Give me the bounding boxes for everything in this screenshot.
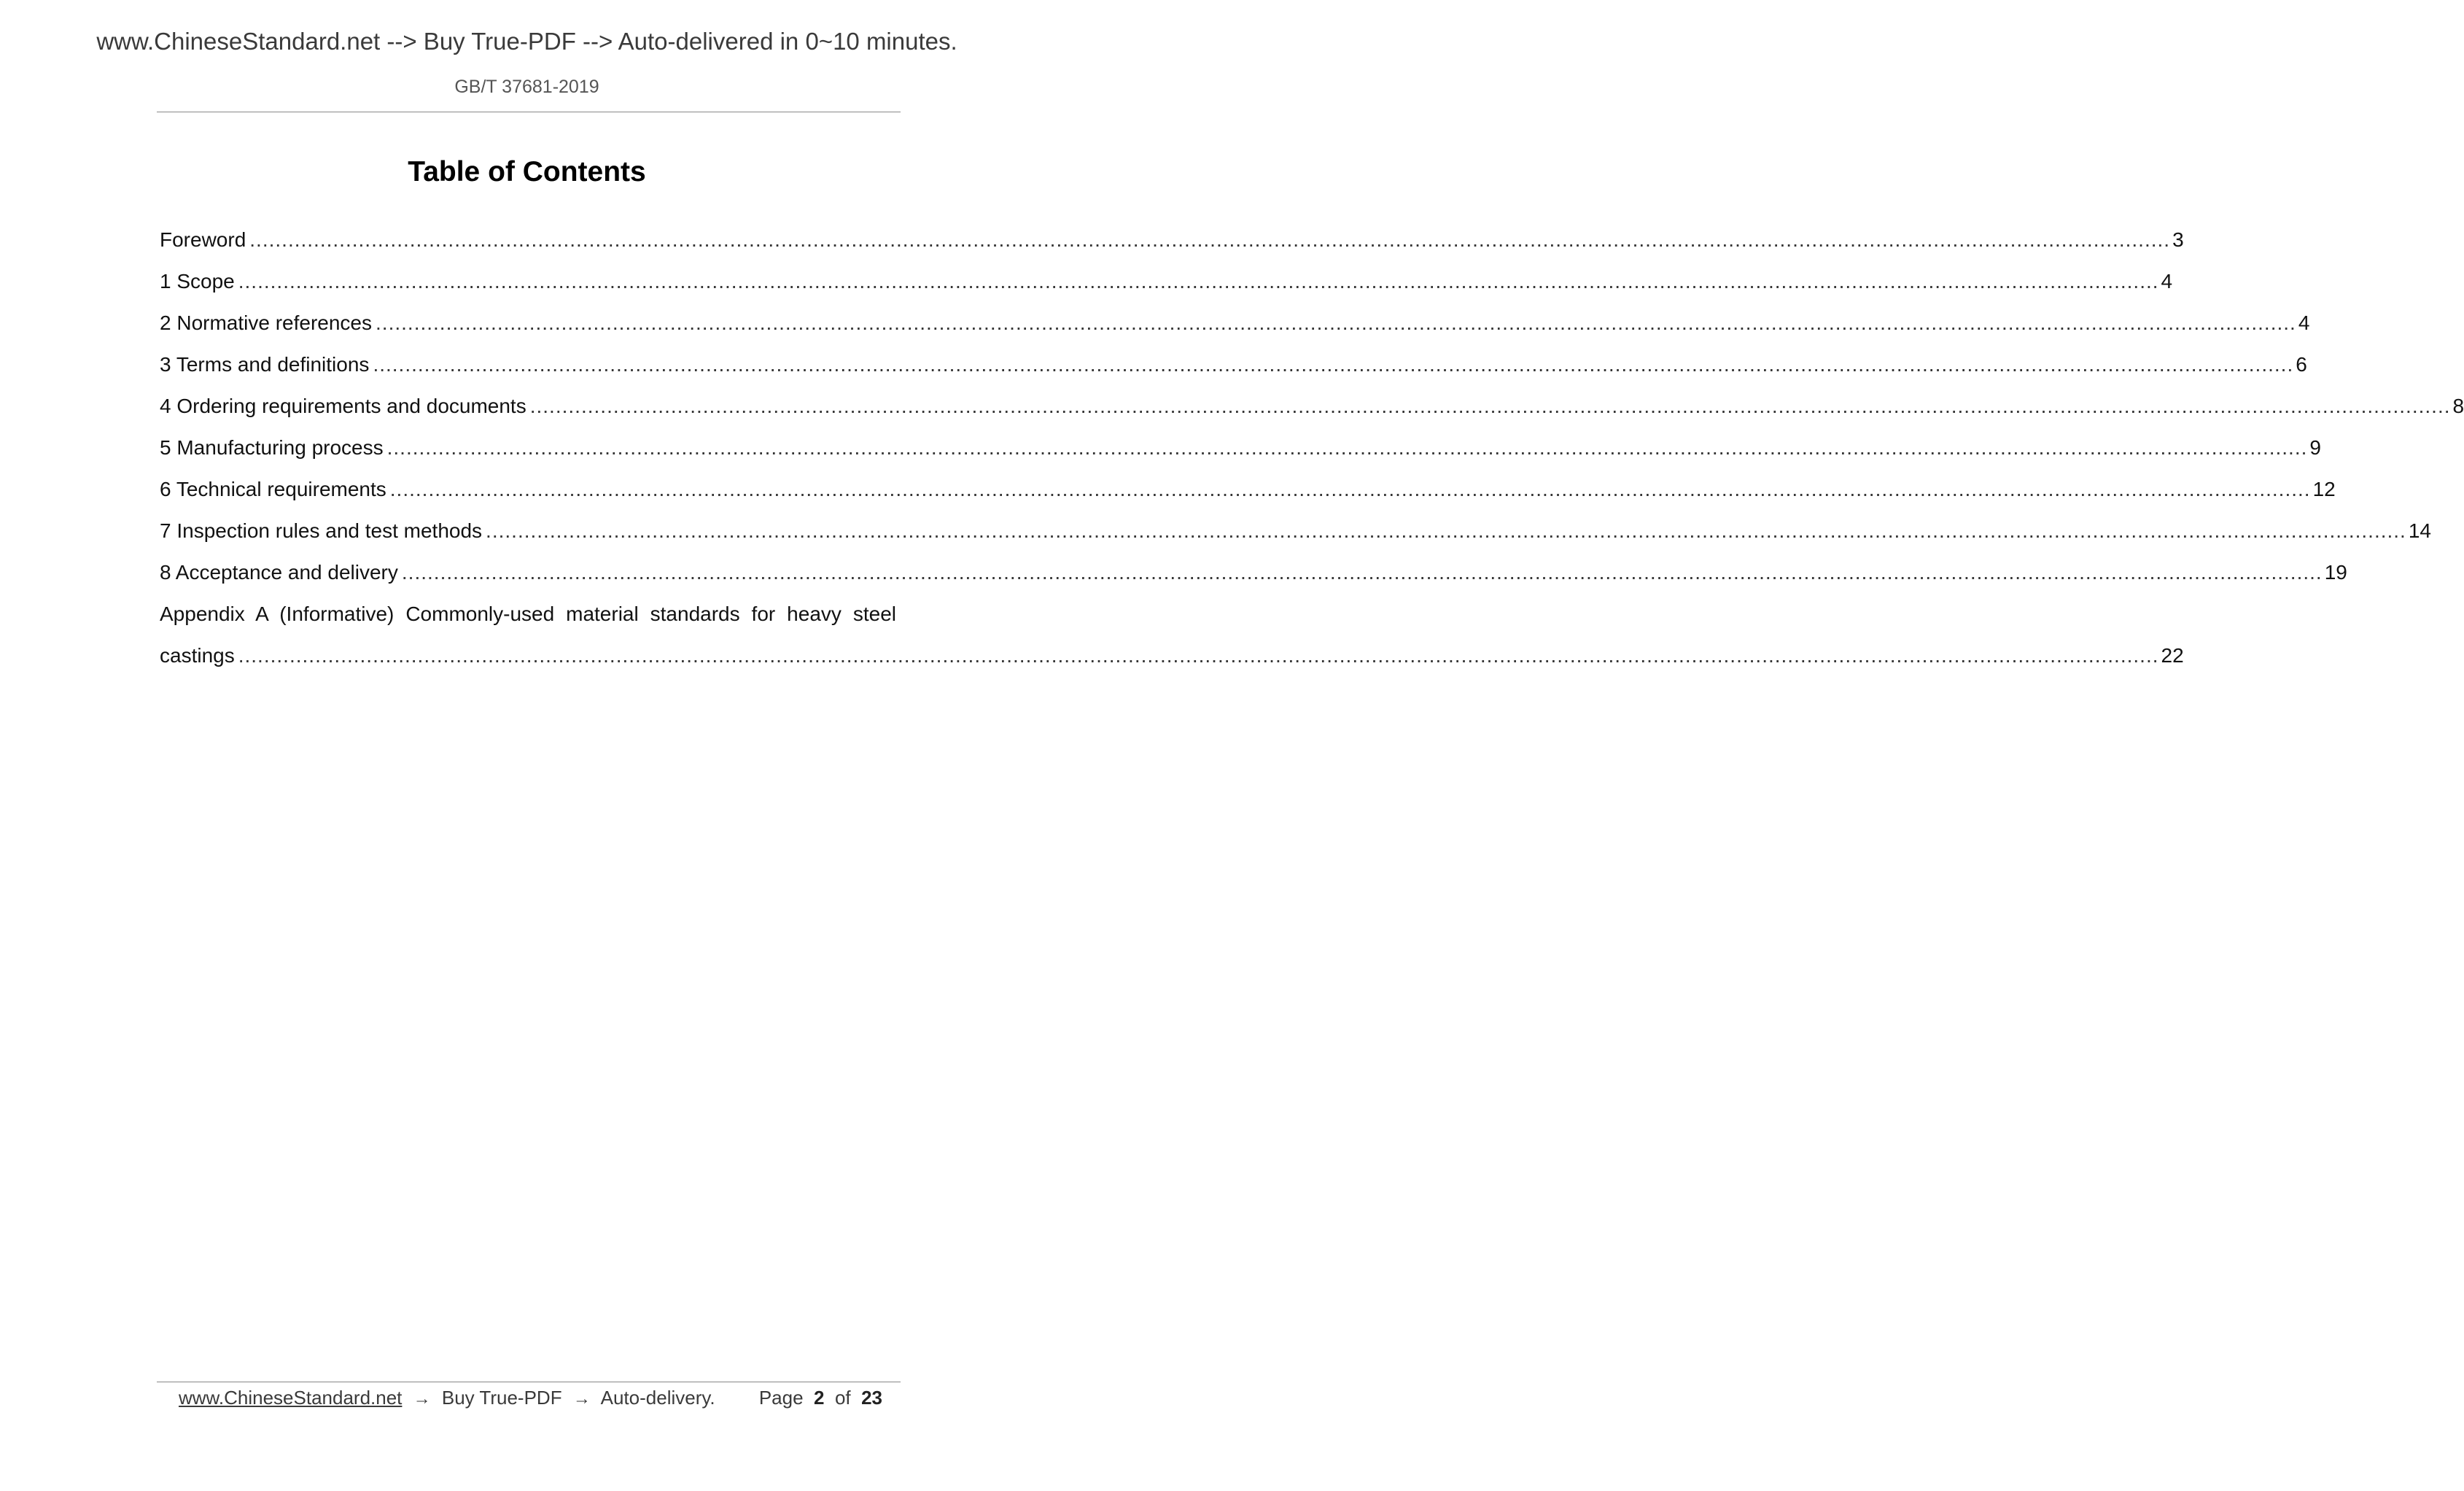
page-footer: [179, 1383, 893, 1412]
toc-entry-label-line2: castings: [160, 644, 235, 667]
dot-leader: ............................................................................................................................................................................................................................................................................................................: [376, 311, 2296, 334]
dot-leader: ............................................................................................................................................................................................................................................................................................................: [529, 395, 2451, 417]
current-page-number: 2: [814, 1387, 825, 1409]
footer-site-link[interactable]: www.ChineseStandard.net: [179, 1387, 403, 1409]
toc-entry-label-line1: Appendix A (Informative) Commonly-used material standards for heavy steel: [160, 603, 896, 625]
toc-entry-label: 8 Acceptance and delivery: [160, 561, 398, 584]
footer-buy-text: Buy True-PDF: [441, 1387, 562, 1409]
toc-entry-page: 19: [2324, 561, 2347, 584]
toc-entry-page: 4: [2298, 311, 2310, 334]
page-word: Page: [758, 1387, 804, 1409]
toc-entry-page: 4: [2161, 270, 2173, 293]
toc-entry-label: 3 Terms and definitions: [160, 353, 370, 376]
toc-entry-label: 7 Inspection rules and test methods: [160, 519, 483, 542]
toc-entry-foreword[interactable]: [160, 219, 2184, 260]
toc-entry-manufacturing-process[interactable]: [160, 427, 2321, 468]
dot-leader: ............................................................................................................................................................................................................................................................................................................: [249, 228, 2171, 251]
dot-leader: ............................................................................................................................................................................................................................................................................................................: [401, 561, 2323, 584]
toc-entry-label: 6 Technical requirements: [160, 478, 386, 500]
dot-leader: ............................................................................................................................................................................................................................................................................................................: [386, 436, 2308, 459]
top-banner[interactable]: www.ChineseStandard.net --> Buy True-PDF --> Auto-delivered in 0~10 minutes.: [96, 28, 957, 55]
dot-leader: ............................................................................................................................................................................................................................................................................................................: [373, 353, 2294, 376]
document-code: GB/T 37681-2019: [454, 77, 599, 97]
toc-entry-technical-requirements[interactable]: [160, 468, 2336, 510]
page-number-indicator: [759, 1383, 882, 1412]
toc-entry-acceptance-and-delivery[interactable]: [160, 551, 2347, 593]
toc-entry-page: 9: [2309, 436, 2321, 459]
toc-entry-scope[interactable]: [160, 260, 2173, 302]
toc-entry-normative-references[interactable]: [160, 302, 2310, 344]
toc-entry-ordering-requirements[interactable]: [160, 385, 2464, 427]
toc-entry-page: 3: [2172, 228, 2184, 251]
toc-entry-page: 8: [2452, 395, 2464, 417]
dot-leader: ............................................................................................................................................................................................................................................................................................................: [238, 644, 2159, 667]
toc-entry-page: 14: [2408, 519, 2431, 542]
toc-entry-label: 5 Manufacturing process: [160, 436, 384, 459]
toc-entry-label: Foreword: [160, 228, 246, 251]
toc-entry-appendix-a[interactable]: [160, 593, 2184, 676]
page-title: Table of Contents: [408, 156, 646, 187]
table-of-contents: [160, 219, 2464, 676]
dot-leader: ............................................................................................................................................................................................................................................................................................................: [238, 270, 2159, 293]
of-word: of: [834, 1387, 851, 1409]
toc-entry-terms-and-definitions[interactable]: [160, 344, 2307, 385]
right-arrow-icon: →: [572, 1389, 591, 1409]
toc-entry-page: 6: [2296, 353, 2307, 376]
toc-entry-page: 22: [2161, 644, 2184, 667]
footer-delivery-text: Auto-delivery.: [600, 1387, 715, 1409]
total-page-count: 23: [861, 1387, 882, 1409]
toc-entry-inspection-rules[interactable]: [160, 510, 2431, 551]
toc-entry-page: 12: [2312, 478, 2336, 500]
dot-leader: ............................................................................................................................................................................................................................................................................................................: [486, 519, 2406, 542]
toc-entry-label: 2 Normative references: [160, 311, 373, 334]
right-arrow-icon: →: [413, 1389, 431, 1409]
toc-entry-appendix-continuation: [160, 635, 2184, 676]
dot-leader: ............................................................................................................................................................................................................................................................................................................: [389, 478, 2311, 500]
toc-entry-label: 1 Scope: [160, 270, 235, 293]
toc-entry-label: 4 Ordering requirements and documents: [160, 395, 526, 417]
